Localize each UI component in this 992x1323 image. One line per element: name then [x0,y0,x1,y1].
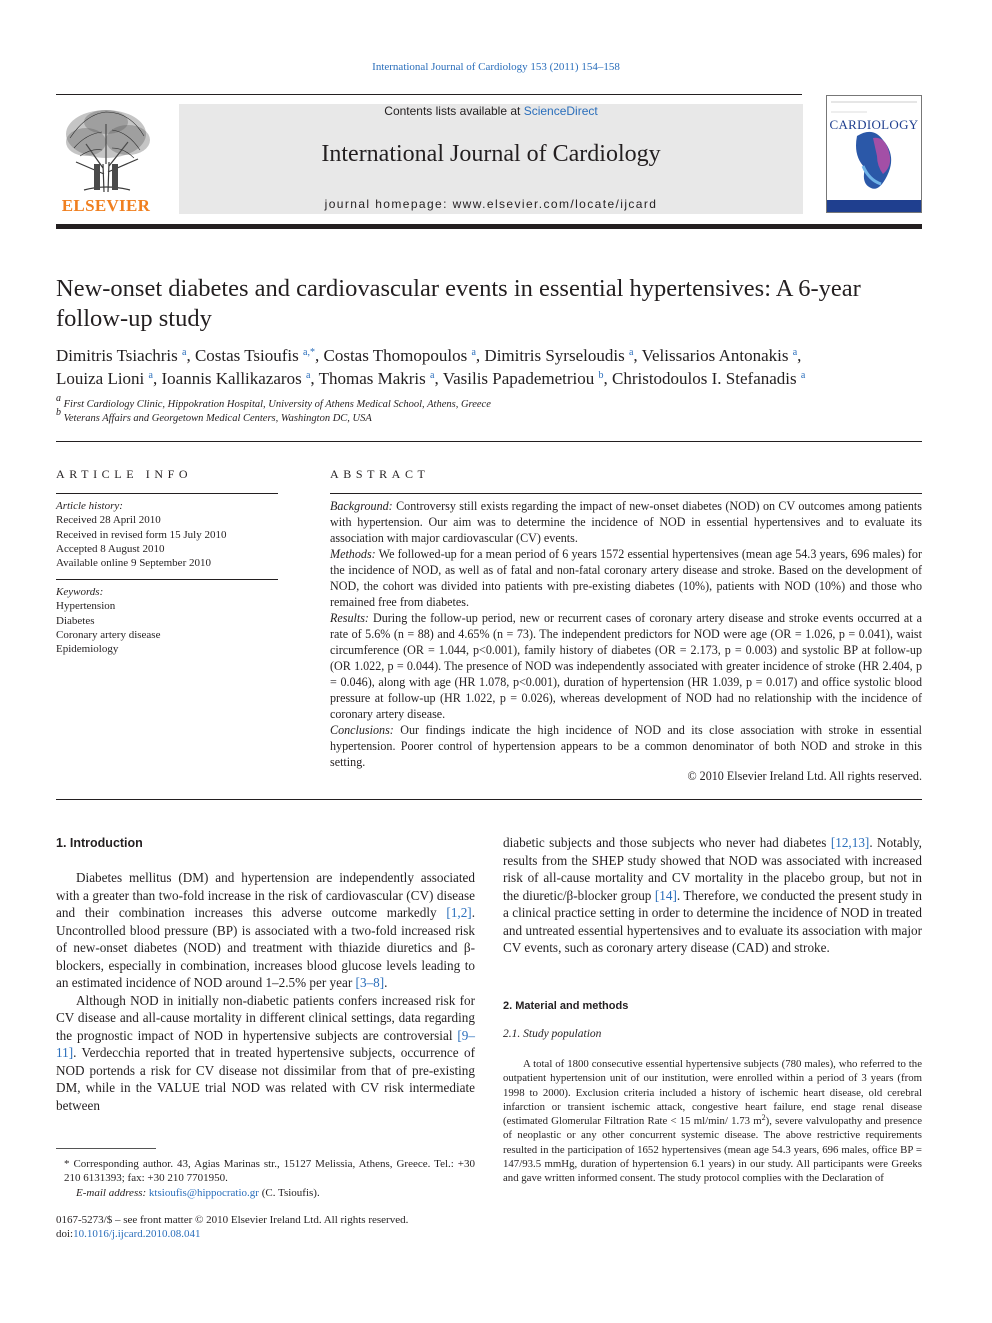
cover-artwork [827,96,921,212]
citation-link[interactable]: [12,13] [830,835,870,850]
footnotes [56,1157,475,1200]
abstract-bottom-divider [56,799,922,800]
citation-link[interactable]: [14] [654,887,677,903]
methods-text: A total of 1800 consecutive essential hypertensive subjects (780 males), who referred to the outpatient hypertension unit of our institution, were enrolled within a period of 3 years (from 1998 to 2000). Exclusion criteria included a history of ischemic heart disease, old cerebral infarction or transient ischemic attack, congestive heart failure, end stage renal disease (estimated Glomerular Filtration Rate < 15 ml/min/ 1.73 m [503,1058,922,1128]
intro-text: . Verdecchia reported that in treated hypertensive subjects, occurrence of NOD portends a risk for CV disease not dissimilar from that of pre-existing DM, while in the VALUE trial NOD was related with CV risk intermediate between [56,1045,475,1113]
abstract-background-text: Controversy still exists regarding the impact of new-onset diabetes (NOD) on CV outcomes among patients with hypertension. Our aim was to determine the incidence of NOD in essential hypertensives and to evaluate its association with major cardiovascular (CV) events. [330,499,922,545]
author-name: Thomas Makris [318,369,426,388]
keywords-block [56,585,280,656]
keyword: Epidemiology [56,643,119,656]
author-affiliation-link[interactable]: a [148,370,153,381]
affiliation-text: Veterans Affairs and Georgetown Medical Centers, Washington DC, USA [63,413,372,424]
author-name: Ioannis Kallikazaros [161,369,302,388]
publisher-wordmark: ELSEVIER [61,196,151,215]
abstract-background-label: Background: [330,499,393,513]
article-info-heading: ARTICLE INFO [56,467,193,481]
author-name: Costas Tsioufis [194,346,299,365]
abstract-methods-text: We followed-up for a mean period of 6 years 1572 essential hypertensives (mean age 54.3 years, 696 males) for the incidence of NOD, as well as of fatal and non-fatal coronary artery disease and stroke. Based on the development of NOD, the cohort was divided into patients with pre-existing diabetes (10%), patients with NOD (10%) and those who remained free from diabetes. [330,547,922,609]
doi-link[interactable]: 10.1016/j.ijcard.2010.08.041 [73,1228,201,1240]
author-affiliation-link[interactable]: a [305,370,311,381]
author-affiliation-link[interactable]: a,* [303,347,315,358]
study-population-subheading: 2.1. Study population [503,1028,602,1040]
article-info-divider [56,493,278,494]
keyword: Hypertension [56,600,116,613]
keywords-divider [56,579,278,580]
email-link[interactable]: ktsioufis@hippocratio.gr [148,1186,259,1199]
abstract-methods-label: Methods: [330,547,376,561]
contents-available-line [179,104,803,118]
author-affiliation-link[interactable]: a [800,370,806,381]
abstract-results-label: Results: [330,611,369,625]
abstract-results-text: During the follow-up period, new or recurrent cases of coronary artery disease and stroke events occurred at a rate of 5.6% (n = 88) and 4.65% (n = 73). The independent predictors for NOD were age (OR = 1.026, p = 0.041), waist circumference (OR = 1.044, p<0.001), family history of diabetes (OR = 2.173, p = 0.003) and systolic BP at follow-up (OR 1.022, p = 0.044). The presence of NOD was independently associated with greater incidence of stroke (HR 2.404, p = 0.046), along with age (HR 1.078, p<0.001), duration of hypertension (HR 1.039, p = 0.017) and office systolic blood pressure at follow-up (HR 1.022, p = 0.026), whereas development of NOD had no relationship with the incidence of coronary artery disease. [330,611,922,721]
author-list: Dimitris Tsiachris $^a$, Costas Tsioufis $^{a,*}$, Costas Thomopoulos $^a$, Dimitris Syrseloudis $^a$, Velissarios Antonakis $^a$, Louiza Lioni $^a$, Ioannis Kallikazaros $^a$, Thomas Makris $^a$, Vasilis Papademetriou $^b$, Christodoulos I. Stefanadis $^a$ [56,346,806,388]
study-population-text [503,1057,922,1186]
header-thick-rule [56,224,922,229]
footnote-divider [56,1148,156,1149]
introduction-heading: 1. Introduction [56,836,143,850]
author-name: Christodoulos I. Stefanadis [612,369,797,388]
email-suffix: (C. Tsioufis). [258,1186,320,1199]
author-name: Louiza Lioni [56,369,145,388]
keyword: Coronary artery disease [56,628,161,641]
intro-text: . Notably, results from the SHEP study showed that NOD was associated with increased risk of all-cause mortality and CV mortality in the placebo group, but not in the diuretic/β-blocker group [503,835,922,903]
intro-text: . [384,975,388,990]
abstract-body [330,498,922,770]
journal-reference[interactable]: International Journal of Cardiology 153 (2011) 154–158 [372,61,620,73]
intro-paragraph [503,834,922,957]
keyword: Diabetes [56,614,95,627]
journal-homepage-line [179,197,803,211]
author-name: Dimitris Tsiachris [56,346,178,365]
intro-paragraph [56,869,475,992]
abstract-background [330,498,922,546]
author-affiliation-link[interactable]: a [182,347,187,358]
journal-cover-thumbnail[interactable] [826,95,922,213]
intro-text: Although NOD in initially non-diabetic patients confers increased risk for CV disease and all-cause mortality in different clinical settings, data regarding the prognostic impact of NOD in hypertensive subjects are controversial [56,992,475,1043]
intro-text: . Therefore, we conducted the present study in a clinical practice setting in order to determine the incidence of NOD in treated and untreated essential hypertensives and to evaluate its association with major CV events, such as coronary artery disease (CAD) and stroke. [503,887,922,955]
abstract-copyright: © 2010 Elsevier Ireland Ltd. All rights reserved. [687,769,922,783]
history-received: Received 28 April 2010 [56,514,161,527]
affiliation-divider [56,441,922,442]
abstract-results [330,610,922,722]
affiliation-marker: b [56,407,61,418]
abstract-conclusions-text: Our findings indicate the high incidence of NOD and its close association with stroke in essential hypertension. Poorer control of hypertension appears to be a common denominator of both NOD and stroke in this setting. [330,723,922,769]
history-revised: Received in revised form 15 July 2010 [56,528,227,541]
citation-link[interactable]: [9–11] [56,1027,475,1060]
affiliation-text: First Cardiology Clinic, Hippokration Hospital, University of Athens Medical School, Athens, Greece [63,399,491,410]
introduction-left-column [56,869,475,1114]
email-label: E-mail address: [76,1186,149,1199]
affiliation-b [56,407,922,424]
author-name: Vasilis Papademetriou [442,369,595,388]
author-affiliation-link[interactable]: a [430,370,435,381]
abstract-conclusions-label: Conclusions: [330,723,394,737]
methods-text: ), severe valvulopathy and presence of neoplastic or any other concurrent systemic disease. The above restrictive requirements resulted in the participation of 1652 hypertensives (mean age 54.3 years, 696 males, office BP = 147/93.5 mmHg, duration of hypertension 6.1 years) in our study. All participants were Greeks and gave written informed consent. The study protocol complies with the Declaration of [503,1115,922,1185]
author-name: Dimitris Syrseloudis [484,346,625,365]
author-affiliation-link[interactable]: a [471,347,476,358]
affiliation-marker: a [56,393,61,404]
citation-link[interactable]: [3–8] [355,975,385,990]
introduction-right-column [503,834,922,957]
intro-text: . Uncontrolled blood pressure (BP) is associated with a two-fold increased risk of new-onset diabetes (NOD) and treatment with thiazide diuretics and β-blockers, especially in combination, increases blood glucose levels leading to an estimated incidence of NOD around 1–2.5% per year [56,905,475,990]
corresponding-author-footnote: * Corresponding author. 43, Agias Marinas str., 15127 Melissia, Athens, Greece. Tel.: +30 210 6131393; fax: +30 210 7701950. [64,1158,475,1185]
author-name: Velissarios Antonakis [641,346,789,365]
abstract-methods [330,546,922,610]
sciencedirect-link[interactable]: ScienceDirect [523,104,598,118]
author-affiliation-link[interactable]: a [792,347,798,358]
intro-text: Diabetes mellitus (DM) and hypertension are independently associated with a greater than two-fold increase in the risk of cardiovascular (CV) disease and their combination increases this adverse outcome markedly [56,870,475,920]
abstract-conclusions [330,722,922,770]
intro-paragraph [56,992,475,1115]
author-name: Costas Thomopoulos [323,346,468,365]
homepage-prefix: journal homepage: [324,197,453,211]
article-title: New-onset diabetes and cardiovascular events in essential hypertensives: A 6-year follow-up study [56,275,861,332]
contents-prefix: Contents lists available at [384,104,524,118]
methods-heading: 2. Material and methods [503,1000,629,1012]
email-footnote [56,1186,475,1200]
citation-link[interactable]: [1,2] [446,905,472,920]
cover-title: CARDIOLOGY [829,117,919,132]
affiliation-a [56,393,922,410]
issn-line: 0167-5273/$ – see front matter © 2010 Elsevier Ireland Ltd. All rights reserved. [56,1214,409,1226]
article-history [56,499,280,570]
homepage-link[interactable]: www.elsevier.com/locate/ijcard [452,197,658,211]
header-divider [56,94,802,95]
intro-text: diabetic subjects and those subjects who never had diabetes [503,835,831,850]
author-affiliation-link[interactable]: b [598,370,604,381]
abstract-heading: ABSTRACT [330,467,430,481]
keywords-label: Keywords: [56,586,104,598]
article-history-label: Article history: [56,500,123,512]
doi-line [56,1227,475,1241]
history-accepted: Accepted 8 August 2010 [56,542,165,555]
superscript: 2 [761,1113,766,1123]
journal-title: International Journal of Cardiology [321,141,661,167]
history-online: Available online 9 September 2010 [56,557,211,570]
doi-label: doi: [56,1228,74,1240]
author-affiliation-link[interactable]: a [628,347,634,358]
abstract-divider [330,493,922,494]
